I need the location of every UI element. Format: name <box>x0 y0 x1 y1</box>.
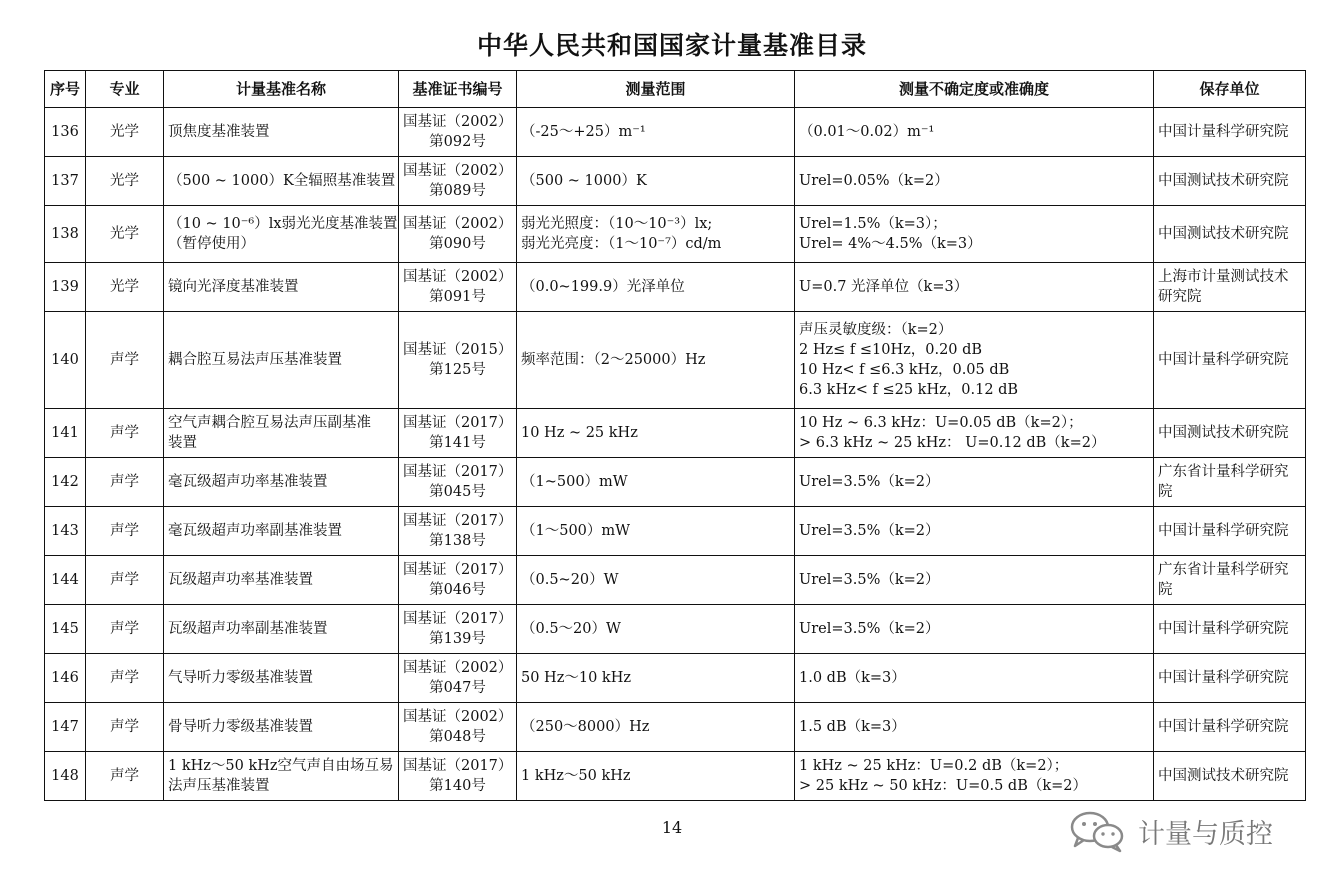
row-range <box>517 556 795 605</box>
row-name-line: 气导听力零级基准装置 <box>168 670 313 686</box>
row-name-line: 镜向光泽度基准装置 <box>168 279 299 295</box>
row-cert <box>399 752 517 801</box>
row-uncertainty-line: > 25 kHz ~ 50 kHz：U=0.5 dB（k=2） <box>799 778 1088 794</box>
row-uncertainty-line: 声压灵敏度级：（k=2） <box>799 322 953 338</box>
row-name <box>164 605 399 654</box>
row-range-line: 弱光光照度：（10～10⁻³）lx; <box>521 216 713 232</box>
header-uncertainty: 测量不确定度或准确度 <box>795 71 1154 108</box>
row-no: 139 <box>45 263 86 312</box>
row-uncertainty-line: Urel=0.05%（k=2） <box>799 173 949 189</box>
row-range-line: 10 Hz ~ 25 kHz <box>521 425 638 441</box>
row-name <box>164 409 399 458</box>
row-cert-line: 国基证（2002） <box>403 660 513 676</box>
table-row <box>45 703 1306 752</box>
row-no: 147 <box>45 703 86 752</box>
row-unit <box>1154 157 1306 206</box>
row-uncertainty-line: （0.01～0.02）m⁻¹ <box>799 124 935 140</box>
row-name <box>164 703 399 752</box>
row-uncertainty-line: Urel= 4%～4.5%（k=3） <box>799 236 982 252</box>
row-cert-line: 国基证（2002） <box>403 216 513 232</box>
row-name-line: 骨导听力零级基准装置 <box>168 719 313 735</box>
row-name-line: 瓦级超声功率副基准装置 <box>168 621 328 637</box>
row-range <box>517 458 795 507</box>
row-unit <box>1154 458 1306 507</box>
row-cert-line: 第140号 <box>429 778 486 794</box>
header-range: 测量范围 <box>517 71 795 108</box>
row-cert <box>399 312 517 409</box>
row-unit-line: 中国计量科学研究院 <box>1158 719 1289 735</box>
row-cert-line: 第047号 <box>429 680 486 696</box>
row-unit-line: 广东省计量科学研究 <box>1158 464 1289 480</box>
row-name-line: 耦合腔互易法声压基准装置 <box>168 352 342 368</box>
row-uncertainty-line: Urel=3.5%（k=2） <box>799 621 940 637</box>
row-cert <box>399 703 517 752</box>
row-no: 143 <box>45 507 86 556</box>
row-cert-line: 国基证（2017） <box>403 562 513 578</box>
row-name-line: （10 ~ 10⁻⁶）lx弱光光度基准装置 <box>168 216 398 232</box>
row-cert-line: 国基证（2017） <box>403 758 513 774</box>
row-name-line: 1 kHz～50 kHz空气声自由场互易 <box>168 758 394 774</box>
table-row <box>45 654 1306 703</box>
row-unit-line: 上海市计量测试技术 <box>1158 269 1289 285</box>
row-range-line: （0.0~199.9）光泽单位 <box>521 279 685 295</box>
row-cert <box>399 605 517 654</box>
row-name-line: （暂停使用） <box>168 236 255 252</box>
row-cert-line: 国基证（2002） <box>403 114 513 130</box>
row-field: 声学 <box>86 605 164 654</box>
table-row <box>45 108 1306 157</box>
row-field: 声学 <box>86 507 164 556</box>
row-field: 声学 <box>86 654 164 703</box>
row-cert <box>399 507 517 556</box>
row-name-line: 毫瓦级超声功率副基准装置 <box>168 523 342 539</box>
row-name <box>164 654 399 703</box>
row-field: 声学 <box>86 703 164 752</box>
row-cert-line: 国基证（2015） <box>403 342 513 358</box>
row-unit-line: 中国测试技术研究院 <box>1158 768 1289 784</box>
row-cert-line: 国基证（2017） <box>403 415 513 431</box>
row-no: 138 <box>45 206 86 263</box>
row-uncertainty <box>795 312 1154 409</box>
row-range-line: （500 ~ 1000）K <box>521 173 647 189</box>
row-unit-line: 广东省计量科学研究 <box>1158 562 1289 578</box>
row-no: 144 <box>45 556 86 605</box>
wechat-icon <box>1068 808 1128 854</box>
row-cert <box>399 206 517 263</box>
row-unit-line: 中国测试技术研究院 <box>1158 226 1289 242</box>
row-field: 声学 <box>86 458 164 507</box>
row-name <box>164 507 399 556</box>
row-unit <box>1154 556 1306 605</box>
row-uncertainty-line: 10 Hz< f ≤6.3 kHz，0.05 dB <box>799 362 1010 378</box>
row-range-line: （1~500）mW <box>521 474 628 490</box>
row-range <box>517 263 795 312</box>
row-unit <box>1154 108 1306 157</box>
row-uncertainty-line: 1 kHz ~ 25 kHz：U=0.2 dB（k=2）； <box>799 758 1069 774</box>
row-name-line: 空气声耦合腔互易法声压副基准 <box>168 415 371 431</box>
row-no: 148 <box>45 752 86 801</box>
row-name <box>164 556 399 605</box>
row-unit-line: 中国测试技术研究院 <box>1158 173 1289 189</box>
row-unit-line: 中国计量科学研究院 <box>1158 124 1289 140</box>
row-cert-line: 第092号 <box>429 134 486 150</box>
row-range-line: 50 Hz～10 kHz <box>521 670 631 686</box>
row-uncertainty-line: 10 Hz ~ 6.3 kHz：U=0.05 dB（k=2）； <box>799 415 1083 431</box>
row-name <box>164 108 399 157</box>
row-range <box>517 507 795 556</box>
row-no: 146 <box>45 654 86 703</box>
row-unit <box>1154 206 1306 263</box>
row-name <box>164 312 399 409</box>
row-range <box>517 157 795 206</box>
row-name <box>164 206 399 263</box>
row-no: 140 <box>45 312 86 409</box>
row-range <box>517 752 795 801</box>
row-uncertainty <box>795 752 1154 801</box>
row-name-line: 瓦级超声功率基准装置 <box>168 572 313 588</box>
row-name <box>164 752 399 801</box>
table-row <box>45 409 1306 458</box>
table-row <box>45 605 1306 654</box>
row-uncertainty <box>795 409 1154 458</box>
row-unit <box>1154 703 1306 752</box>
row-range-line: 弱光光亮度：（1～10⁻⁷）cd/m <box>521 236 722 252</box>
table-row <box>45 556 1306 605</box>
row-cert <box>399 157 517 206</box>
row-uncertainty <box>795 108 1154 157</box>
row-unit-line: 中国测试技术研究院 <box>1158 425 1289 441</box>
row-field: 声学 <box>86 409 164 458</box>
page-number: 14 <box>661 818 683 837</box>
row-unit <box>1154 654 1306 703</box>
row-range-line: 频率范围：（2～25000）Hz <box>521 352 706 368</box>
row-uncertainty <box>795 458 1154 507</box>
header-field: 专业 <box>86 71 164 108</box>
row-uncertainty <box>795 703 1154 752</box>
row-unit <box>1154 312 1306 409</box>
row-unit <box>1154 507 1306 556</box>
row-unit-line: 中国计量科学研究院 <box>1158 621 1289 637</box>
row-range-line: 1 kHz～50 kHz <box>521 768 631 784</box>
row-cert <box>399 556 517 605</box>
row-cert-line: 第045号 <box>429 484 486 500</box>
row-no: 137 <box>45 157 86 206</box>
row-no: 141 <box>45 409 86 458</box>
table-row <box>45 458 1306 507</box>
row-cert-line: 第125号 <box>429 362 486 378</box>
table-header-row <box>45 71 1306 108</box>
row-uncertainty <box>795 654 1154 703</box>
row-cert-line: 国基证（2002） <box>403 709 513 725</box>
table-row <box>45 507 1306 556</box>
row-unit <box>1154 752 1306 801</box>
row-uncertainty <box>795 507 1154 556</box>
row-cert-line: 第090号 <box>429 236 486 252</box>
row-cert-line: 国基证（2017） <box>403 611 513 627</box>
row-name-line: 法声压基准装置 <box>168 778 270 794</box>
row-uncertainty-line: U=0.7 光泽单位（k=3） <box>799 279 969 295</box>
row-field: 光学 <box>86 108 164 157</box>
table-row <box>45 157 1306 206</box>
table-row <box>45 312 1306 409</box>
row-cert-line: 第139号 <box>429 631 486 647</box>
row-range-line: （0.5～20）W <box>521 621 621 637</box>
row-uncertainty <box>795 605 1154 654</box>
row-unit <box>1154 263 1306 312</box>
row-name <box>164 157 399 206</box>
watermark-text: 计量与质控 <box>1138 818 1273 850</box>
row-cert-line: 国基证（2017） <box>403 464 513 480</box>
row-field: 声学 <box>86 752 164 801</box>
row-uncertainty <box>795 157 1154 206</box>
row-range <box>517 703 795 752</box>
table-row <box>45 206 1306 263</box>
row-uncertainty-line: > 6.3 kHz ~ 25 kHz： U=0.12 dB（k=2） <box>799 435 1106 451</box>
row-uncertainty <box>795 263 1154 312</box>
row-field: 声学 <box>86 312 164 409</box>
row-range-line: （1～500）mW <box>521 523 631 539</box>
row-range-line: （-25～+25）m⁻¹ <box>521 124 646 140</box>
row-field: 光学 <box>86 206 164 263</box>
row-cert-line: 第141号 <box>429 435 486 451</box>
row-field: 光学 <box>86 263 164 312</box>
row-cert <box>399 263 517 312</box>
row-unit <box>1154 605 1306 654</box>
row-uncertainty-line: 1.5 dB（k=3） <box>799 719 906 735</box>
row-name-line: 顶焦度基准装置 <box>168 124 270 140</box>
row-field: 光学 <box>86 157 164 206</box>
row-range <box>517 654 795 703</box>
row-name-line: 毫瓦级超声功率基准装置 <box>168 474 328 490</box>
row-range <box>517 312 795 409</box>
header-no: 序号 <box>45 71 86 108</box>
header-name: 计量基准名称 <box>164 71 399 108</box>
row-cert-line: 国基证（2002） <box>403 269 513 285</box>
row-cert <box>399 409 517 458</box>
row-range-line: （0.5~20）W <box>521 572 619 588</box>
row-name <box>164 263 399 312</box>
row-cert-line: 国基证（2017） <box>403 513 513 529</box>
row-no: 136 <box>45 108 86 157</box>
row-uncertainty <box>795 206 1154 263</box>
row-cert <box>399 654 517 703</box>
row-unit-line: 中国计量科学研究院 <box>1158 670 1289 686</box>
page-title: 中华人民共和国国家计量基准目录 <box>476 31 867 60</box>
row-cert <box>399 458 517 507</box>
row-uncertainty-line: Urel=3.5%（k=2） <box>799 474 940 490</box>
row-cert <box>399 108 517 157</box>
row-unit-line: 院 <box>1158 582 1173 598</box>
row-range-line: （250～8000）Hz <box>521 719 650 735</box>
row-uncertainty-line: 2 Hz≤ f ≤10Hz，0.20 dB <box>799 342 983 358</box>
row-range <box>517 108 795 157</box>
row-cert-line: 第138号 <box>429 533 486 549</box>
row-cert-line: 第046号 <box>429 582 486 598</box>
row-uncertainty-line: Urel=3.5%（k=2） <box>799 572 940 588</box>
row-cert-line: 国基证（2002） <box>403 163 513 179</box>
row-uncertainty-line: 6.3 kHz< f ≤25 kHz，0.12 dB <box>799 382 1019 398</box>
row-uncertainty-line: Urel=1.5%（k=3）； <box>799 216 947 232</box>
header-cert: 基准证书编号 <box>399 71 517 108</box>
table-row <box>45 752 1306 801</box>
row-cert-line: 第048号 <box>429 729 486 745</box>
row-unit-line: 研究院 <box>1158 289 1202 305</box>
row-unit-line: 院 <box>1158 484 1173 500</box>
row-uncertainty <box>795 556 1154 605</box>
row-uncertainty-line: Urel=3.5%（k=2） <box>799 523 940 539</box>
row-name <box>164 458 399 507</box>
row-cert-line: 第089号 <box>429 183 486 199</box>
row-range <box>517 409 795 458</box>
row-uncertainty-line: 1.0 dB（k=3） <box>799 670 906 686</box>
row-unit-line: 中国计量科学研究院 <box>1158 523 1289 539</box>
row-unit <box>1154 409 1306 458</box>
watermark <box>1068 808 1273 854</box>
row-cert-line: 第091号 <box>429 289 486 305</box>
row-name-line: 装置 <box>168 435 197 451</box>
row-unit-line: 中国计量科学研究院 <box>1158 352 1289 368</box>
table-row <box>45 263 1306 312</box>
standards-table <box>44 70 1306 801</box>
row-no: 142 <box>45 458 86 507</box>
row-name-line: （500 ~ 1000）K全辐照基准装置 <box>168 173 396 189</box>
row-range <box>517 206 795 263</box>
row-field: 声学 <box>86 556 164 605</box>
row-range <box>517 605 795 654</box>
row-no: 145 <box>45 605 86 654</box>
header-unit: 保存单位 <box>1154 71 1306 108</box>
